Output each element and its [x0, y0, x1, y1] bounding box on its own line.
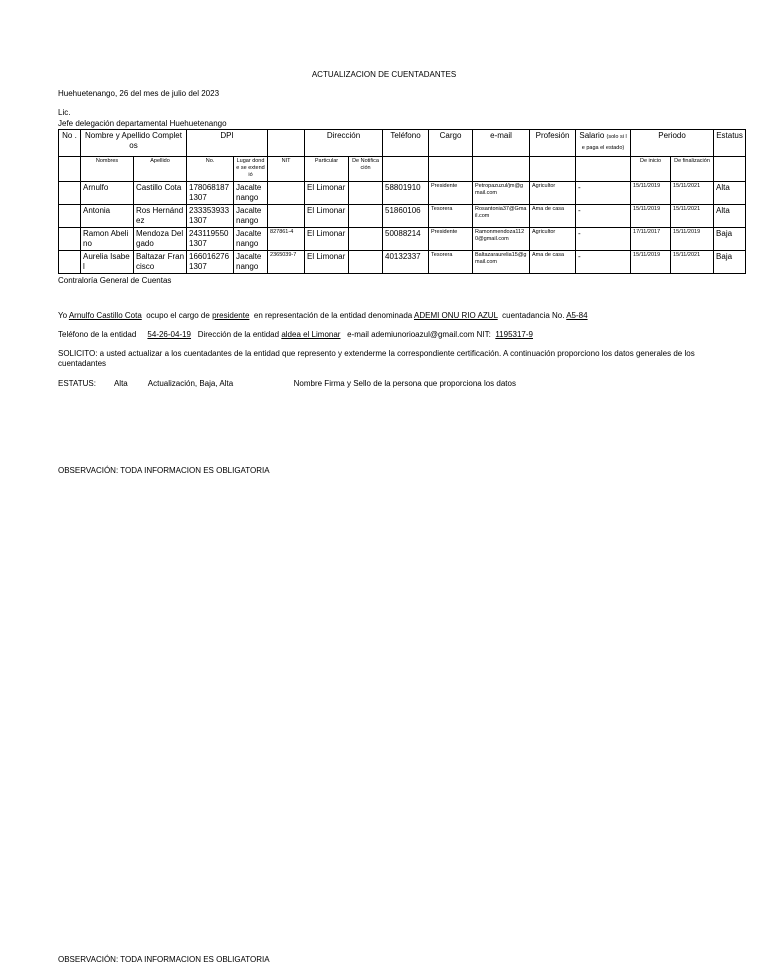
- header-no: No .: [59, 130, 81, 157]
- salutation: Lic.: [58, 108, 71, 117]
- document-title: ACTUALIZACION DE CUENTADANTES: [311, 70, 457, 79]
- cell-telefono: 58801910: [383, 182, 429, 205]
- header-periodo: Periodo: [631, 130, 714, 157]
- representacion-text: en representación de la entidad denominada: [253, 311, 413, 320]
- dir-label: Dirección de la entidad: [197, 330, 280, 339]
- cell-nombres: Arnulfo: [81, 182, 134, 205]
- cell-nit: 827861-4: [268, 228, 305, 251]
- cuentadantes-table: [58, 129, 746, 274]
- cell-no: [59, 251, 81, 274]
- sub-inicio: De inicio: [631, 157, 671, 182]
- estatus-label: ESTATUS:: [58, 379, 96, 388]
- cell-particular: El Limonar: [305, 228, 349, 251]
- observacion-note: OBSERVACIÓN: TODA INFORMACION ES OBLIGATORIA: [58, 466, 270, 475]
- cell-cargo: Tesorera: [429, 251, 473, 274]
- salario-note: (solo si le paga el estado): [581, 134, 627, 151]
- header-profesion: Profesión: [530, 130, 576, 157]
- cell-dpi: 2333539331307: [187, 205, 234, 228]
- cell-fin: 15/11/2019: [671, 228, 714, 251]
- cuentadancia-label: cuentadancia No.: [502, 311, 565, 320]
- header-salario: [576, 130, 631, 157]
- sub-no: No.: [187, 157, 234, 182]
- sub-finalizacion: De finalización: [671, 157, 714, 182]
- cell-profesion: Agricultor: [530, 182, 576, 205]
- sub-notificacion: De Notificación: [349, 157, 383, 182]
- cell-nombres: Aurelia Isabel: [81, 251, 134, 274]
- sub-lugar: Lugar donde se extendió: [234, 157, 268, 182]
- cell-notificacion: [349, 205, 383, 228]
- firma-label: Nombre Firma y Sello de la persona que proporciona los datos: [293, 379, 516, 388]
- cell-profesion: Ama de casa: [530, 205, 576, 228]
- entity-phone: 54-26-04-19: [147, 330, 192, 339]
- cell-lugar: Jacaltenango: [234, 182, 268, 205]
- email-nit-label: e-mail ademiunorioazul@gmail.com NIT:: [347, 330, 491, 339]
- cell-lugar: Jacaltenango: [234, 228, 268, 251]
- cell-apellido: Mendoza Delgado: [134, 228, 187, 251]
- sub-blank: [714, 157, 746, 182]
- cell-lugar: Jacaltenango: [234, 251, 268, 274]
- cell-salario: -: [576, 228, 631, 251]
- cell-lugar: Jacaltenango: [234, 205, 268, 228]
- cell-estatus: Alta: [714, 182, 746, 205]
- cell-email: Baltazaraurelia15@gmail.com: [473, 251, 530, 274]
- entity-nit: 1195317-9: [495, 330, 533, 339]
- cell-nit: [268, 205, 305, 228]
- cell-cargo: Tesorera: [429, 205, 473, 228]
- cell-cargo: Presidente: [429, 182, 473, 205]
- cell-particular: El Limonar: [305, 251, 349, 274]
- solicito-paragraph: SOLICITO: a usted actualizar a los cuentadantes de la entidad que represento y extenderme la correspondiente certificación. A continuación proporciono los datos generales de los cuentadantes: [58, 349, 695, 368]
- cell-fin: 15/11/2021: [671, 251, 714, 274]
- cell-email: Petropazuzul/jm@gmail.com: [473, 182, 530, 205]
- tel-label: Teléfono de la entidad: [58, 330, 137, 339]
- estatus-options: Actualización, Baja, Alta: [147, 379, 234, 388]
- cell-email: Rosantonia37@Gmail.com: [473, 205, 530, 228]
- sub-nombres: Nombres: [81, 157, 134, 182]
- cell-apellido: Castillo Cota: [134, 182, 187, 205]
- cell-salario: -: [576, 205, 631, 228]
- sub-blank: [59, 157, 81, 182]
- place-date: Huehuetenango, 26 del mes de julio del 2023: [58, 89, 220, 98]
- entity-address: aldea el Limonar: [281, 330, 341, 339]
- table-row: [59, 228, 746, 251]
- sub-blank: [429, 157, 473, 182]
- cell-email: Ramonmendoza1120@gmail.com: [473, 228, 530, 251]
- cell-notificacion: [349, 251, 383, 274]
- sub-apellido: Apellido: [134, 157, 187, 182]
- cell-cargo: Presidente: [429, 228, 473, 251]
- declarant-name: Arnulfo Castillo Cota: [68, 311, 142, 320]
- recipient: Jefe delegación departamental Huehuetenango: [58, 119, 227, 128]
- cell-apellido: Ros Hernández: [134, 205, 187, 228]
- sub-particular: Particular: [305, 157, 349, 182]
- cell-estatus: Baja: [714, 228, 746, 251]
- cell-salario: -: [576, 182, 631, 205]
- cell-estatus: Alta: [714, 205, 746, 228]
- cell-telefono: 51860106: [383, 205, 429, 228]
- cell-no: [59, 228, 81, 251]
- cell-dpi: 1660162761307: [187, 251, 234, 274]
- sub-nit: NIT: [268, 157, 305, 182]
- sub-blank: [383, 157, 429, 182]
- cell-particular: El Limonar: [305, 182, 349, 205]
- cell-no: [59, 205, 81, 228]
- sub-blank: [530, 157, 576, 182]
- cell-inicio: 17/11/2017: [631, 228, 671, 251]
- observacion-footer-note: OBSERVACIÓN: TODA INFORMACION ES OBLIGATORIA: [58, 955, 270, 964]
- entity-name: ADEMI ONU RIO AZUL: [414, 311, 498, 320]
- header-dpi: DPI: [187, 130, 268, 157]
- cell-fin: 15/11/2021: [671, 182, 714, 205]
- declarant-cargo: presidente: [212, 311, 250, 320]
- header-email: e-mail: [473, 130, 530, 157]
- cell-nombres: Ramon Abelino: [81, 228, 134, 251]
- cell-apellido: Baltazar Francisco: [134, 251, 187, 274]
- estatus-line: [58, 379, 516, 389]
- sub-blank: [576, 157, 631, 182]
- cell-no: [59, 182, 81, 205]
- cell-nit: [268, 182, 305, 205]
- cuentadancia-number: A5-84: [566, 311, 588, 320]
- cell-nit: 2365039-7: [268, 251, 305, 274]
- cell-notificacion: [349, 182, 383, 205]
- cell-dpi: 2431195501307: [187, 228, 234, 251]
- table-row: [59, 205, 746, 228]
- header-nombre: Nombre y Apellido Completos: [81, 130, 187, 157]
- header-estatus: Estatus: [714, 130, 746, 157]
- yo-text: Yo: [58, 311, 68, 320]
- cell-profesion: Ama de casa: [530, 251, 576, 274]
- statement-line: [58, 311, 588, 321]
- estatus-value: Alta: [113, 379, 128, 388]
- cell-particular: El Limonar: [305, 205, 349, 228]
- header-cargo: Cargo: [429, 130, 473, 157]
- table-row: [59, 182, 746, 205]
- cell-salario: -: [576, 251, 631, 274]
- cell-estatus: Baja: [714, 251, 746, 274]
- cell-notificacion: [349, 228, 383, 251]
- cell-fin: 15/11/2021: [671, 205, 714, 228]
- contraloria-label: Contraloría General de Cuentas: [58, 276, 172, 285]
- table-row: [59, 251, 746, 274]
- contact-line: [58, 330, 533, 340]
- sub-blank: [473, 157, 530, 182]
- salario-label: Salario: [579, 131, 605, 140]
- cell-telefono: 40132337: [383, 251, 429, 274]
- cell-telefono: 50088214: [383, 228, 429, 251]
- cell-profesion: Agricultor: [530, 228, 576, 251]
- header-blank: [268, 130, 305, 157]
- header-telefono: Teléfono: [383, 130, 429, 157]
- cell-dpi: 1780681871307: [187, 182, 234, 205]
- cell-inicio: 15/11/2019: [631, 205, 671, 228]
- header-direccion: Dirección: [305, 130, 383, 157]
- ocupo-text: ocupo el cargo de: [146, 311, 210, 320]
- cell-nombres: Antonia: [81, 205, 134, 228]
- cell-inicio: 15/11/2019: [631, 182, 671, 205]
- cell-inicio: 15/11/2019: [631, 251, 671, 274]
